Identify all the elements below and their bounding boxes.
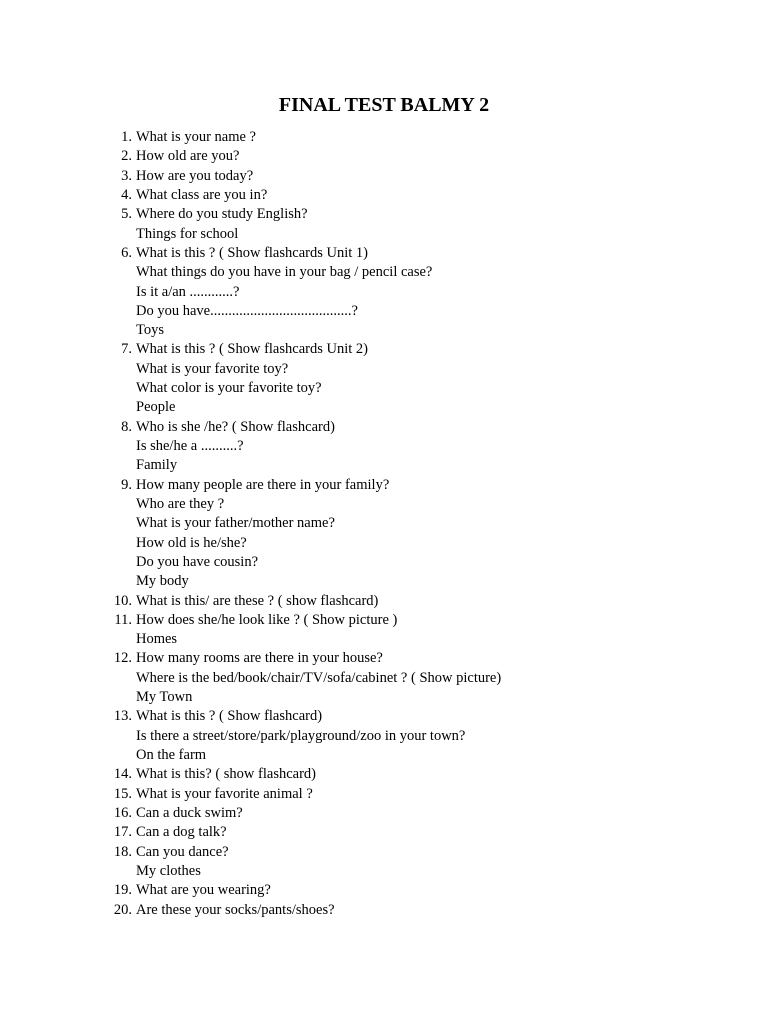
question-text: How many people are there in your family? xyxy=(136,476,390,493)
question-number: 9. xyxy=(121,476,132,493)
question-number: 19. xyxy=(113,882,132,899)
question-text: How old are you? xyxy=(136,148,240,165)
question-text: Who are they ? xyxy=(136,495,225,512)
question-number: 11. xyxy=(114,611,132,628)
question-text: What is this/ are these ? ( show flashcard) xyxy=(136,592,379,609)
question-number: 12. xyxy=(113,650,132,667)
question-number: 2. xyxy=(121,148,132,165)
question-number: 10. xyxy=(113,592,132,609)
question-text: What is your favorite toy? xyxy=(136,360,289,377)
question-number: 17. xyxy=(113,824,132,841)
question-text: How does she/he look like ? ( Show picture ) xyxy=(136,611,398,628)
question-text: People xyxy=(136,399,176,416)
question-text: Are these your socks/pants/shoes? xyxy=(136,901,335,918)
page-title: FINAL TEST BALMY 2 xyxy=(278,94,490,116)
question-text: What things do you have in your bag / pencil case? xyxy=(136,264,433,281)
question-number: 3. xyxy=(121,167,132,184)
question-number: 6. xyxy=(121,244,132,261)
question-text: What is your father/mother name? xyxy=(136,515,335,532)
question-text: Can a dog talk? xyxy=(136,824,227,841)
question-text: My Town xyxy=(136,689,193,706)
question-text: Who is she /he? ( Show flashcard) xyxy=(136,418,335,435)
question-text: On the farm xyxy=(136,747,207,763)
question-text: Where do you study English? xyxy=(136,206,308,223)
question-number: 16. xyxy=(113,804,132,821)
question-text: Do you have.......................................? xyxy=(136,302,358,319)
question-text: What is your name ? xyxy=(136,129,256,145)
question-text: What are you wearing? xyxy=(136,882,271,899)
question-number: 4. xyxy=(121,186,132,203)
question-text: How many rooms are there in your house? xyxy=(136,650,383,667)
question-text: How old is he/she? xyxy=(136,534,247,551)
question-number: 7. xyxy=(121,341,132,358)
question-number: 8. xyxy=(121,418,132,435)
question-text: What color is your favorite toy? xyxy=(136,380,322,397)
question-number: 5. xyxy=(121,206,132,223)
question-text: Family xyxy=(136,457,178,474)
question-text: Is there a street/store/park/playground/zoo in your town? xyxy=(136,727,466,744)
question-text: My body xyxy=(136,573,189,590)
question-text: How are you today? xyxy=(136,167,254,184)
question-text: What is this ? ( Show flashcard) xyxy=(136,708,323,725)
question-text: My clothes xyxy=(136,862,201,879)
question-number: 13. xyxy=(113,708,132,725)
question-text: What is this? ( show flashcard) xyxy=(136,766,316,783)
question-text: Where is the bed/book/chair/TV/sofa/cabinet ? ( Show picture) xyxy=(136,669,502,686)
question-text: Can a duck swim? xyxy=(136,804,243,821)
question-text: Can you dance? xyxy=(136,843,229,860)
question-number: 15. xyxy=(113,785,132,802)
question-text: Homes xyxy=(136,631,178,648)
question-text: What is your favorite animal ? xyxy=(136,785,313,802)
question-number: 20. xyxy=(113,901,132,918)
question-number: 1. xyxy=(121,129,132,145)
question-text: Things for school xyxy=(136,225,239,242)
question-text: Is it a/an ............? xyxy=(136,283,240,300)
question-number: 14. xyxy=(113,766,132,783)
question-text: Do you have cousin? xyxy=(136,553,259,570)
question-text: Toys xyxy=(136,322,164,339)
question-text: What is this ? ( Show flashcards Unit 1) xyxy=(136,244,368,261)
question-text: What class are you in? xyxy=(136,186,268,203)
question-text: What is this ? ( Show flashcards Unit 2) xyxy=(136,341,368,358)
question-number: 18. xyxy=(113,843,132,860)
question-text: Is she/he a ..........? xyxy=(136,438,244,454)
